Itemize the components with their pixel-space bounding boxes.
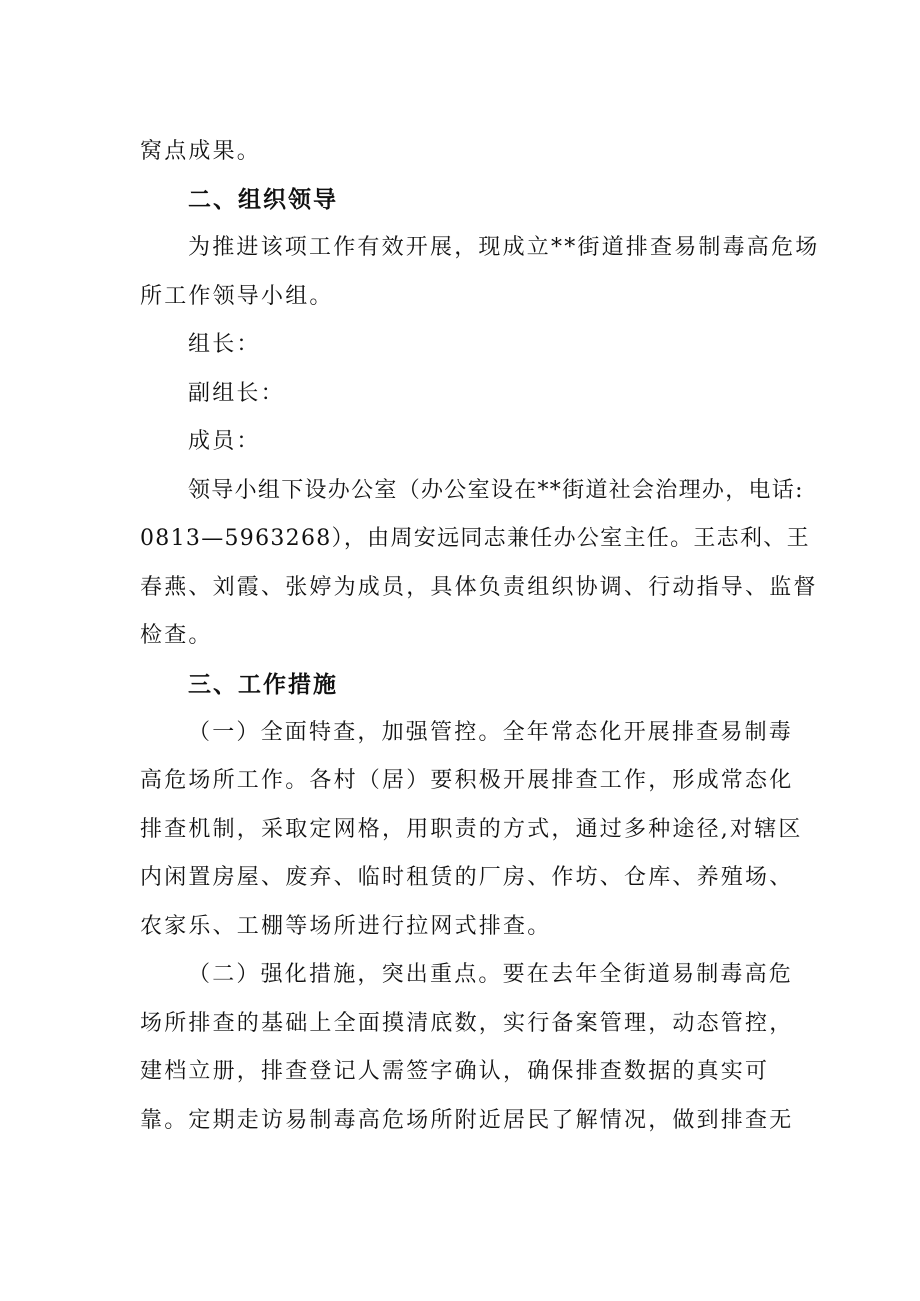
leader-label: 组长： (188, 332, 261, 357)
paragraph-line: 建档立册，排查登记人需签字确认，确保排查数据的真实可 (140, 1059, 770, 1084)
paragraph-line: 农家乐、工棚等场所进行拉网式排查。 (140, 914, 552, 939)
paragraph-line: 所工作领导小组。 (140, 284, 334, 309)
paragraph-line: 靠。定期走访易制毒高危场所附近居民了解情况，做到排查无 (140, 1108, 794, 1133)
section-heading-measures: 三、工作措施 (188, 672, 338, 698)
section-heading-organization: 二、组织领导 (188, 187, 338, 213)
paragraph-line: 高危场所工作。各村（居）要积极开展排查工作，形成常态化 (140, 768, 794, 793)
paragraph-line: 0813—5963268），由周安远同志兼任办公室主任。王志利、王 (140, 526, 810, 551)
members-label: 成员： (188, 429, 261, 454)
paragraph-line: 春燕、刘霞、张婷为成员，具体负责组织协调、行动指导、监督 (140, 575, 818, 600)
paragraph-continuation: 窝点成果。 (140, 139, 262, 164)
paragraph-line: 领导小组下设办公室（办公室设在**街道社会治理办，电话: (188, 478, 804, 503)
paragraph-line: （二）强化措施，突出重点。要在去年全街道易制毒高危 (188, 962, 794, 987)
paragraph-line: 内闲置房屋、废弃、临时租赁的厂房、作坊、仓库、养殖场、 (140, 865, 794, 890)
paragraph-line: 为推进该项工作有效开展，现成立**街道排查易制毒高危场 (188, 235, 820, 260)
paragraph-line: 排查机制，采取定网格，用职责的方式，通过多种途径,对辖区 (140, 817, 803, 842)
paragraph-line: 场所排查的基础上全面摸清底数，实行备案管理，动态管控， (140, 1011, 794, 1036)
deputy-leader-label: 副组长： (188, 381, 285, 406)
paragraph-line: （一）全面特查，加强管控。全年常态化开展排查易制毒 (188, 720, 794, 745)
paragraph-line: 检查。 (140, 623, 213, 648)
